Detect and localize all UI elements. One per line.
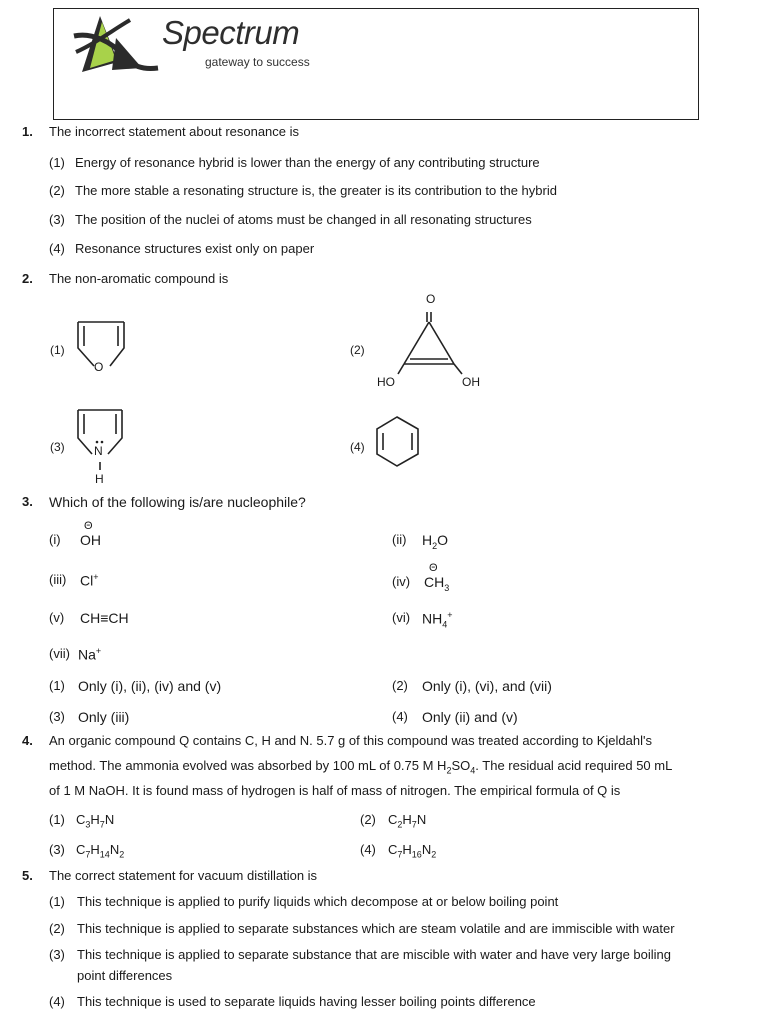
option-text: This technique is applied to purify liquids which decompose at or below boiling point (77, 894, 559, 909)
formula-option: $C_7H_{16}N_2$ (388, 842, 437, 860)
option-label: (3) (49, 842, 65, 857)
option-label: (3) (49, 212, 65, 227)
hydroxyl-label: HO (377, 375, 395, 389)
item-label: (ii) (392, 532, 407, 547)
option-label: (1) (49, 812, 65, 827)
option-label: (1) (49, 678, 65, 693)
option-label: (4) (350, 440, 365, 454)
option-label: (1) (49, 894, 65, 909)
cyclohexadiene-structure-icon (374, 414, 424, 470)
hydroxyl-label: OH (462, 375, 480, 389)
spectrum-logo-icon (72, 12, 162, 76)
formula-option: $C_3H_7N$ (76, 812, 115, 830)
negative-charge-icon: Θ (84, 520, 93, 532)
species-i: OH (80, 532, 101, 548)
question-number: 4. (22, 733, 33, 748)
option-text-continued: point differences (77, 968, 173, 983)
option-label: (1) (49, 155, 65, 170)
option-label: (3) (49, 709, 65, 724)
species-iii: Cl+ (80, 572, 99, 589)
question-text: The correct statement for vacuum distillation is (49, 868, 318, 883)
option-text: This technique is applied to separate substance that are miscible with water and have very large boiling (77, 947, 672, 962)
option-text: The position of the nuclei of atoms must be changed in all resonating structures (75, 212, 532, 227)
hydrogen-atom-label: H (95, 472, 104, 486)
option-label: (1) (50, 343, 65, 357)
species-iv: $CH_3$ (424, 574, 450, 593)
species-v: CH≡CH (80, 610, 129, 626)
formula-option: $C_2H_7N$ (388, 812, 427, 830)
formula-option: $C_7H_{14}N_2$ (76, 842, 125, 860)
item-label: (iii) (49, 572, 67, 587)
question-text: The incorrect statement about resonance is (49, 124, 300, 139)
species-ii: $H_2O$ (422, 532, 449, 551)
question-text-line: of 1 M NaOH. It is found mass of hydrogen is half of mass of nitrogen. The empirical formula of Q is (49, 783, 621, 798)
option-label: (4) (392, 709, 408, 724)
option-label: (4) (360, 842, 376, 857)
question-text-line: An organic compound Q contains C, H and N. 5.7 g of this compound was treated according to Kjeldahl's (49, 733, 652, 748)
brand-tagline: gateway to success (205, 55, 310, 69)
item-label: (iv) (392, 574, 411, 589)
question-text-line: method. The ammonia evolved was absorbed by 100 mL of 0.75 M $H_2SO_4$. The residual acid required 50 mL (49, 758, 673, 776)
oxygen-atom-label: O (426, 292, 436, 306)
question-text: Which of the following is/are nucleophile? (49, 494, 306, 510)
option-text: Only (iii) (78, 709, 130, 725)
species-vii: Na+ (78, 646, 102, 663)
option-label: (2) (350, 343, 365, 357)
option-label: (4) (49, 994, 65, 1009)
question-number: 2. (22, 271, 33, 286)
option-label: (3) (49, 947, 65, 962)
option-label: (2) (49, 183, 65, 198)
cyclopropenone-structure-icon (392, 300, 472, 380)
species-vi: $NH_4^+$ (422, 610, 453, 630)
option-label: (2) (392, 678, 408, 693)
question-text: The non-aromatic compound is (49, 271, 229, 286)
question-number: 3. (22, 494, 33, 509)
option-text: Only (i), (vi), and (vii) (422, 678, 552, 694)
option-text: The more stable a resonating structure is, the greater is its contribution to the hybrid (75, 183, 557, 198)
item-label: (vii) (49, 646, 70, 661)
option-label: (3) (50, 440, 65, 454)
option-text: This technique is used to separate liquids having lesser boiling points difference (77, 994, 536, 1009)
question-number: 5. (22, 868, 33, 883)
item-label: (i) (49, 532, 61, 547)
option-label: (2) (49, 921, 65, 936)
nitrogen-atom-label: N (94, 444, 103, 458)
option-text: This technique is applied to separate substances which are steam volatile and are immiscible with water (77, 921, 675, 936)
question-number: 1. (22, 124, 33, 139)
option-text: Only (i), (ii), (iv) and (v) (78, 678, 222, 694)
option-label: (2) (360, 812, 376, 827)
brand-name: Spectrum (162, 14, 300, 51)
option-text: Energy of resonance hybrid is lower than the energy of any contributing structure (75, 155, 540, 170)
option-text: Only (ii) and (v) (422, 709, 518, 725)
item-label: (vi) (392, 610, 411, 625)
option-text: Resonance structures exist only on paper (75, 241, 315, 256)
pyrrole-structure-icon (72, 404, 132, 470)
option-label: (4) (49, 241, 65, 256)
negative-charge-icon: Θ (429, 562, 438, 574)
oxygen-atom-label: O (94, 360, 104, 374)
item-label: (v) (49, 610, 65, 625)
